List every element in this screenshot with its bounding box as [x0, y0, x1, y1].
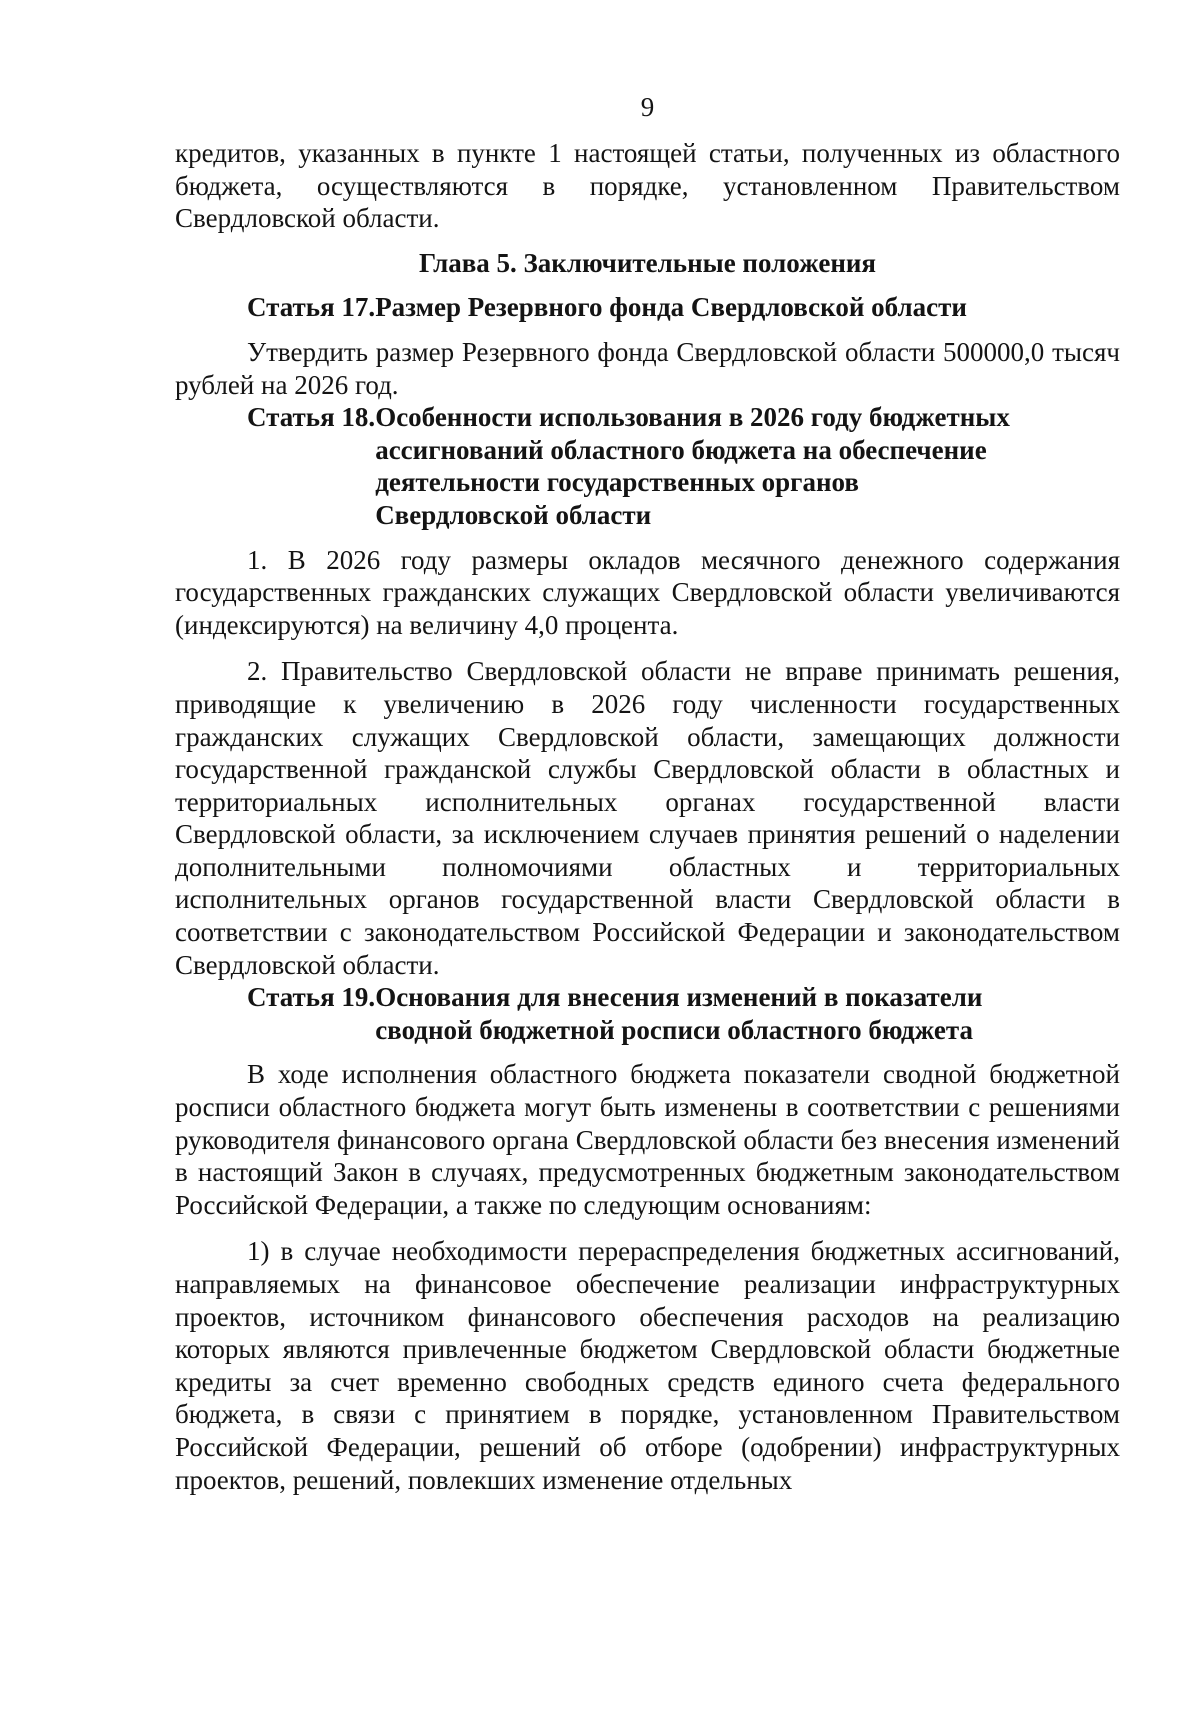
article-18-paragraph-1: 1. В 2026 году размеры окладов месячного денежного содержания государственных гражданских служащих Свердловской области увеличиваются (индексируются) на величину 4,0 процента. [175, 544, 1120, 640]
article-18-paragraph-2: 2. Правительство Свердловской области не вправе принимать решения, приводящие к увеличению в 2026 году численности государственных гражданских служащих Свердловской области, замещающих должности государственной гражданской службы Свердловской области в областных и территориальных исполнительных органах государственной власти Свердловской области, за исключением случаев принятия решений о наделении дополнительными полномочиями областных и территориальных исполнительных органов государственной власти Свердловской области в соответствии с законодательством Российской Федерации и законодательством Свердловской области. [175, 656, 1120, 980]
article-18-title: Особенности использования в 2026 году бюджетных ассигнований областного бюджета на обеспечение деятельности государственных органов Свердловской области [375, 402, 1010, 530]
article-19-number: Статья 19. [247, 982, 376, 1013]
article-19-paragraph-2: 1) в случае необходимости перераспределения бюджетных ассигнований, направляемых на финансовое обеспечение реализации инфраструктурных проектов, источником финансового обеспечения расходов на реализацию которых являются привлеченные бюджетом Свердловской области бюджетные кредиты за счет временно свободных средств единого счета федерального бюджета, в связи с принятием в порядке, установленном Правительством Российской Федерации, решений об отборе (одобрении) инфраструктурных проектов, решений, повлекших изменение отдельных [175, 1236, 1120, 1495]
article-18-heading [175, 401, 1120, 531]
article-17-number: Статья 17. [247, 292, 376, 323]
article-17-heading [175, 291, 1120, 324]
article-19-title: Основания для внесения изменений в показатели сводной бюджетной росписи областного бюджета [375, 982, 983, 1045]
article-17-paragraph-1: Утвердить размер Резервного фонда Свердловской области 500000,0 тысяч рублей на 2026 год. [175, 336, 1120, 400]
article-19-heading [175, 981, 1120, 1046]
page-number: 9 [640, 92, 655, 122]
chapter-title: Глава 5. Заключительные положения [418, 247, 877, 278]
intro-paragraph: кредитов, указанных в пункте 1 настоящей статьи, полученных из областного бюджета, осуществляются в порядке, установленном Правительством Свердловской области. [175, 138, 1120, 234]
article-18-number: Статья 18. [247, 402, 376, 433]
article-19-paragraph-1: В ходе исполнения областного бюджета показатели сводной бюджетной росписи областного бюджета могут быть изменены в соответствии с решениями руководителя финансового органа Свердловской области без внесения изменений в настоящий Закон в случаях, предусмотренных бюджетным законодательством Российской Федерации, а также по следующим основаниям: [175, 1059, 1120, 1220]
article-17-title: Размер Резервного фонда Свердловской области [375, 292, 967, 323]
document-page [175, 90, 1120, 1496]
